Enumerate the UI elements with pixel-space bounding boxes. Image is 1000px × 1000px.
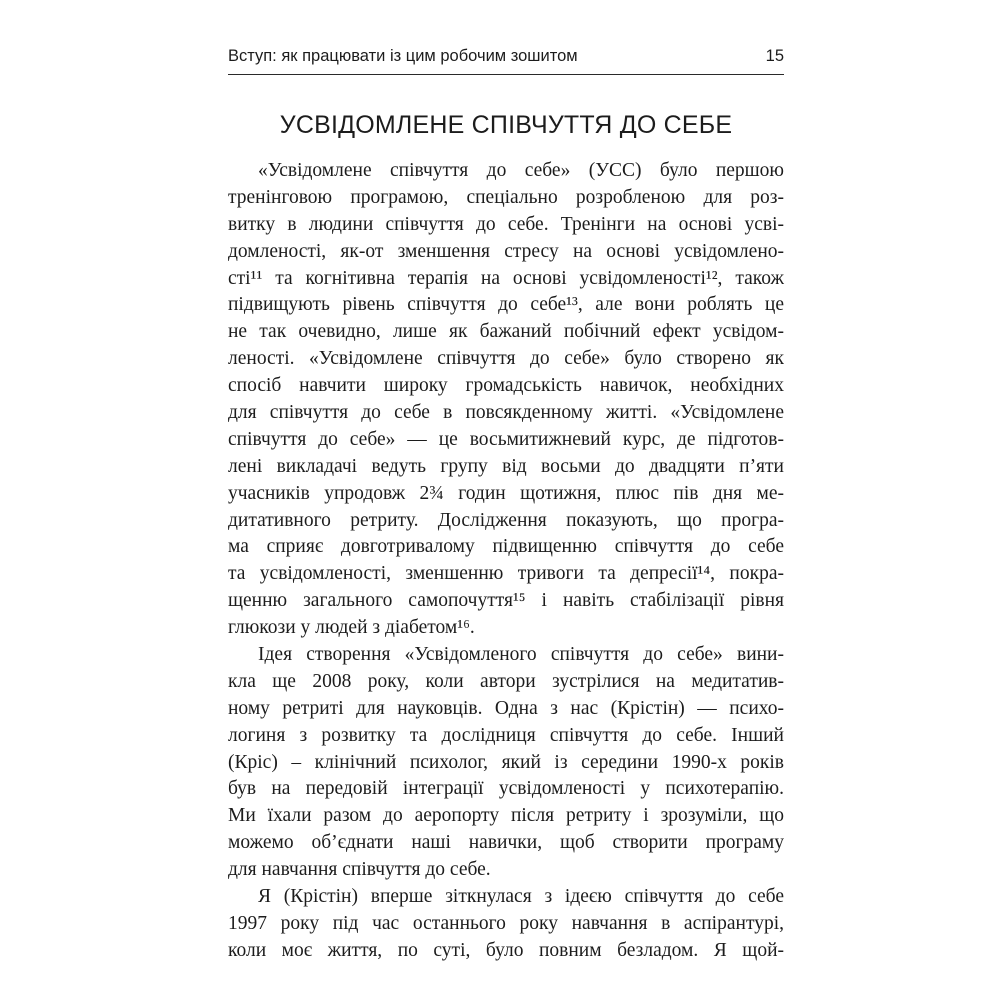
text-line: для співчуття до себе в повсякденному житті. «Усвідомлене <box>228 402 784 424</box>
text-line: ному ретриті для науковців. Одна з нас (Крістін) — психо- <box>228 697 784 719</box>
text-line: 1997 року під час останнього року навчання в аспірантурі, <box>228 912 784 934</box>
text-line: спосіб навчити широку громадськість навичок, необхідних <box>228 375 784 397</box>
text-line: щенню загального самопочуття¹⁵ і навіть стабілізації рівня <box>228 590 784 612</box>
header-divider <box>228 74 784 75</box>
text-line: коли моє життя, по суті, було повним безладом. Я щой- <box>228 939 784 961</box>
page-number: 15 <box>765 47 784 65</box>
text-line: співчуття до себе» — це восьмитижневий курс, де підготов- <box>228 428 784 450</box>
text-line: підвищують рівень співчуття до себе¹³, але вони роблять це <box>228 294 784 316</box>
text-line: можемо об’єднати наші навички, щоб створити програму <box>228 832 784 854</box>
text-line: та усвідомленості, зменшенню тривоги та депресії¹⁴, покра- <box>228 563 784 585</box>
text-line: тренінговою програмою, спеціально розробленою для роз- <box>228 186 784 208</box>
text-line: домленості, як-от зменшення стресу на основі усвідомлено- <box>228 240 784 262</box>
text-line: був на передовій інтеграції усвідомленості у психотерапію. <box>228 778 784 800</box>
text-line: учасників упродовж 2¾ годин щотижня, плюс пів дня ме- <box>228 482 784 504</box>
text-line: леності. «Усвідомлене співчуття до себе» було створено як <box>228 348 784 370</box>
text-line: Ми їхали разом до аеропорту після ретриту і зрозуміли, що <box>228 805 784 827</box>
text-line: Ідея створення «Усвідомленого співчуття до себе» вини- <box>258 644 784 666</box>
text-line: ма сприяє довготривалому підвищенню співчуття до себе <box>228 536 784 558</box>
text-line: дитативного ретриту. Дослідження показують, що програ- <box>228 509 784 531</box>
text-line: глюкози у людей з діабетом¹⁶. <box>228 617 475 639</box>
running-title: Вступ: як працювати із цим робочим зошитом <box>228 47 578 65</box>
text-line: Я (Крістін) вперше зіткнулася з ідеєю співчуття до себе <box>258 886 784 908</box>
text-line: (Кріс) – клінічний психолог, який із середини 1990-х років <box>228 751 784 773</box>
text-line: «Усвідомлене співчуття до себе» (УСС) було першою <box>258 160 784 181</box>
body-text <box>228 158 784 965</box>
text-line: не так очевидно, лише як бажаний побічний ефект усвідом- <box>228 321 784 343</box>
text-line: кла ще 2008 року, коли автори зустрілися на медитатив- <box>228 670 784 692</box>
section-title: УСВІДОМЛЕНЕ СПІВЧУТТЯ ДО СЕБЕ <box>279 111 733 139</box>
text-line: витку в людини співчуття до себе. Тренінги на основі усві- <box>228 213 784 235</box>
text-line: лені викладачі ведуть групу від восьми до двадцяти п’яти <box>228 455 784 477</box>
text-line: сті¹¹ та когнітивна терапія на основі усвідомленості¹², також <box>228 267 784 289</box>
running-header <box>228 44 784 68</box>
text-line: для навчання співчуття до себе. <box>228 859 491 881</box>
text-line: логиня з розвитку та дослідниця співчуття до себе. Інший <box>228 724 784 746</box>
